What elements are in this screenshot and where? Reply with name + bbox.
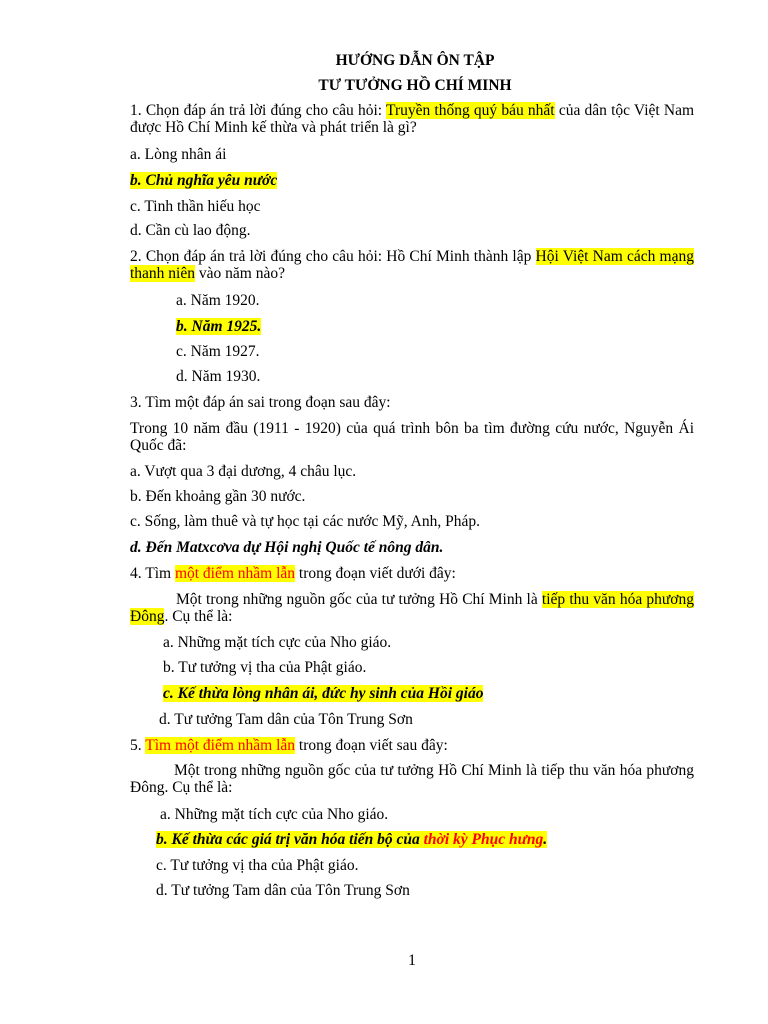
title-line-1: HƯỚNG DẪN ÔN TẬP [335,52,495,69]
q2-prefix: 2. Chọn đáp án trả lời đúng cho câu hỏi: Hồ Chí Minh thành lập [130,248,536,265]
q1-option-d: d. Cần cù lao động. [130,222,251,239]
q4-passage-highlight: tiếp thu văn hóa phương Đông [130,591,695,625]
question-4 [130,565,456,582]
question-1 [130,102,694,136]
q3-option-c: c. Sống, làm thuê và tự học tại các nước Mỹ, Anh, Pháp. [130,513,480,530]
q2-suffix: vào năm nào? [195,265,285,282]
title-line-2: TƯ TƯỞNG HỒ CHÍ MINH [318,77,512,94]
q4-option-d: d. Tư tưởng Tam dân của Tôn Trung Sơn [159,711,413,728]
q5-option-c: c. Tư tưởng vị tha của Phật giáo. [156,857,359,874]
q2-option-d: d. Năm 1930. [176,368,261,385]
q5-passage: Một trong những nguồn gốc của tư tưởng Hồ Chí Minh là tiếp thu văn hóa phương Đông. Cụ thể là: [130,762,694,796]
question-5 [130,737,448,754]
q4-option-c-correct: c. Kế thừa lòng nhân ái, đức hy sinh của Hồi giáo [163,685,484,702]
q3-passage: Trong 10 năm đầu (1911 - 1920) của quá trình bôn ba tìm đường cứu nước, Nguyễn Ái Quốc đã: [130,420,694,454]
q5-b-prefix: b. Kế thừa các giá trị văn hóa tiến bộ của [156,831,424,848]
q2-option-c: c. Năm 1927. [176,343,260,360]
q4-option-a: a. Những mặt tích cực của Nho giáo. [163,634,392,651]
q3-option-d-correct: d. Đến Matxcơva dự Hội nghị Quốc tế nông dân. [130,539,444,556]
q1-highlight: Truyền thống quý báu nhất [386,102,555,119]
q2-option-b-correct: b. Năm 1925. [176,318,262,335]
q4-option-b: b. Tư tưởng vị tha của Phật giáo. [163,659,367,676]
q1-option-b-correct: b. Chủ nghĩa yêu nước [130,172,278,189]
q2-option-a: a. Năm 1920. [176,292,260,309]
page-number: 1 [408,952,416,969]
question-3: 3. Tìm một đáp án sai trong đoạn sau đây: [130,394,391,411]
q3-option-b: b. Đến khoảng gần 30 nước. [130,488,306,505]
q5-option-b-correct [156,831,547,848]
q4-passage-suffix: . Cụ thể là: [164,608,233,625]
question-2 [130,248,694,282]
q5-option-a: a. Những mặt tích cực của Nho giáo. [160,806,389,823]
q5-b-red: thời kỳ Phục hưng [423,831,544,848]
q4-suffix: trong đoạn viết dưới đây: [295,565,456,582]
q1-prefix: 1. Chọn đáp án trả lời đúng cho câu hỏi: [130,102,387,119]
q1-suffix: của dân tộc Việt Nam được Hồ Chí Minh kế thừa và phát triển là gì? [130,102,695,136]
q3-option-a: a. Vượt qua 3 đại dương, 4 châu lục. [130,463,357,480]
q5-prefix: 5. [130,737,146,754]
q1-option-a: a. Lòng nhân ái [130,146,227,163]
q5-suffix: trong đoạn viết sau đây: [295,737,448,754]
q2-highlight: Hội Việt Nam cách mạng thanh niên [130,248,694,282]
q5-highlight: Tìm một điểm nhầm lẫn [145,737,296,754]
q4-passage [130,591,694,625]
q1-option-c: c. Tinh thần hiếu học [130,198,261,215]
q4-highlight: một điểm nhầm lẫn [174,565,296,582]
q5-b-suffix: . [543,831,548,848]
q4-prefix: 4. Tìm [130,565,175,582]
q5-option-d: d. Tư tưởng Tam dân của Tôn Trung Sơn [156,882,410,899]
q4-passage-prefix: Một trong những nguồn gốc của tư tưởng Hồ Chí Minh là [176,591,542,608]
